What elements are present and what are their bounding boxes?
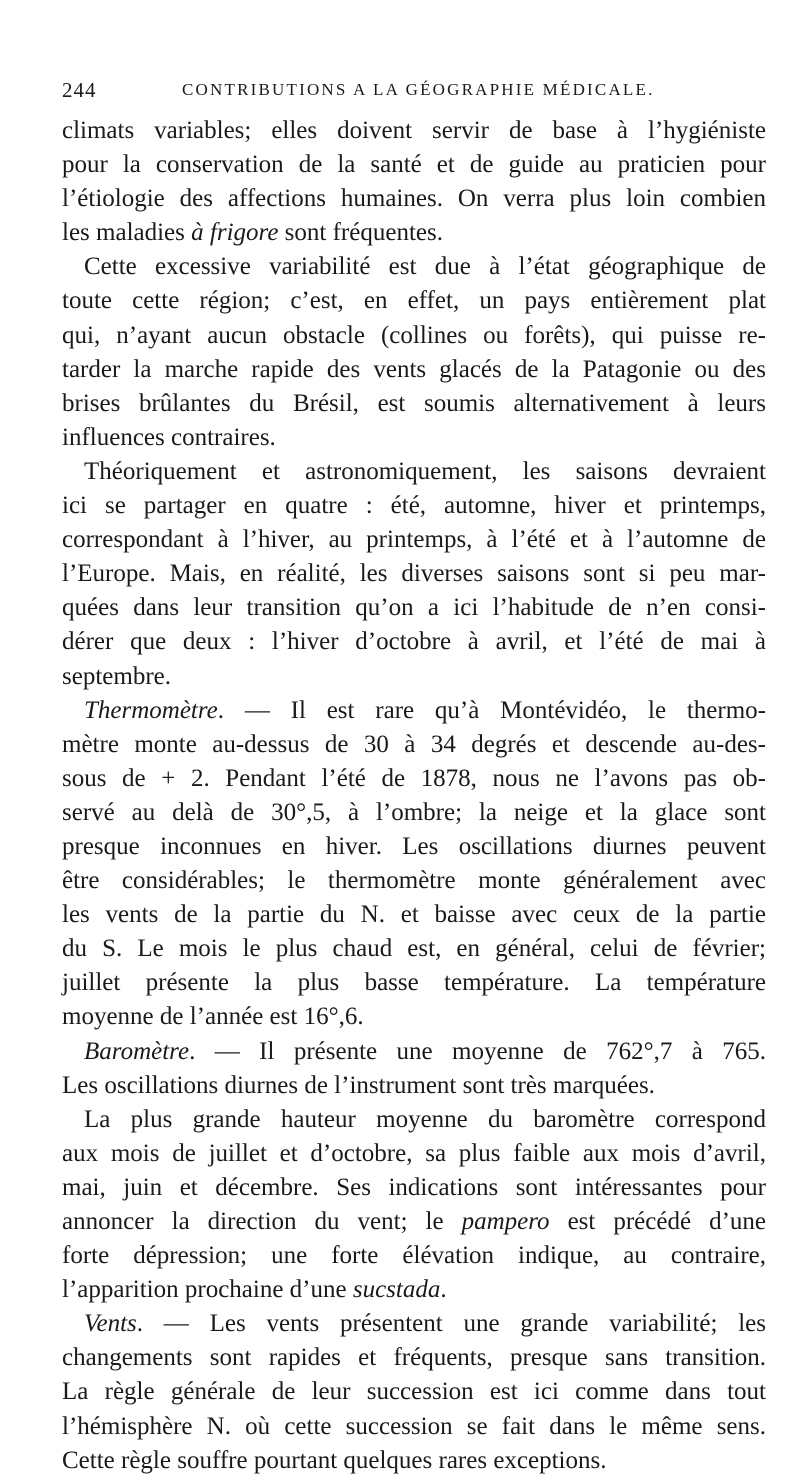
text-segment: du S. Le mois le plus chaud est, en général, celui de février; (62, 935, 766, 963)
italic-text: Baromètre (84, 1037, 190, 1065)
text-segment: servé au delà de 30°,5, à l’ombre; la neige et la glace sont (62, 798, 766, 826)
text-line (62, 966, 766, 1000)
text-line (62, 1273, 766, 1307)
text-segment: ici se partager en quatre : été, automne, hiver et printemps, (62, 492, 766, 520)
text-line (62, 250, 766, 284)
text-segment: . — Il est rare qu’à Montévidéo, le thermo- (217, 696, 766, 724)
text-segment: l’Europe. Mais, en réalité, les diverses saisons sont si peu mar- (62, 560, 766, 588)
text-segment: mètre monte au-dessus de 30 à 34 degrés et descende au-des- (62, 730, 766, 758)
text-segment: sous de + 2. Pendant l’été de 1878, nous ne l’avons pas ob- (62, 764, 766, 792)
text-segment: Théoriquement et astronomiquement, les saisons devraient (84, 457, 766, 485)
text-segment: . — Les vents présentent une grande variabilité; les (136, 1310, 766, 1338)
text-line (62, 762, 766, 796)
text-segment: influences contraires. (62, 423, 276, 451)
text-segment: l’étiologie des affections humaines. On verra plus loin combien (62, 185, 766, 213)
text-line (62, 591, 766, 625)
text-segment: septembre. (62, 662, 171, 690)
text-line (62, 1000, 766, 1034)
text-line (62, 660, 766, 694)
text-segment: est précédé d’une (549, 1208, 766, 1235)
text-line (62, 557, 766, 591)
text-line (62, 387, 766, 421)
text-line (62, 1307, 766, 1341)
text-segment: juillet présente la plus basse température. La température (62, 969, 766, 997)
italic-text: Thermomètre (84, 696, 218, 724)
text-line (62, 114, 766, 148)
text-line (62, 523, 766, 557)
text-line (62, 216, 766, 250)
text-line (62, 353, 766, 387)
text-segment: dérer que deux : l’hiver d’octobre à avril, et l’été de mai à (62, 628, 766, 656)
italic-text: Vents (84, 1310, 137, 1338)
text-segment: annoncer la direction du vent; le (62, 1208, 462, 1235)
page-number: 244 (62, 78, 97, 102)
text-line (62, 728, 766, 762)
text-segment: Cette règle souffre pourtant quelques rares exceptions. (62, 1446, 607, 1474)
body-text (62, 114, 766, 1478)
text-line (62, 864, 766, 898)
text-line (62, 1035, 766, 1069)
text-segment: . (440, 1276, 447, 1304)
text-segment: climats variables; elles doivent servir de base à l’hygiéniste (62, 117, 766, 144)
text-segment: pour la conservation de la santé et de guide au praticien pour (62, 151, 766, 179)
text-segment: forte dépression; une forte élévation indique, au contraire, (62, 1242, 766, 1270)
text-line (62, 1171, 766, 1205)
text-segment: toute cette région; c’est, en effet, un pays entièrement plat (62, 287, 766, 315)
text-line (62, 284, 766, 318)
text-line (62, 1341, 766, 1375)
text-segment: tarder la marche rapide des vents glacés de la Patagonie ou des (62, 355, 766, 383)
text-segment: presque inconnues en hiver. Les oscillations diurnes peuvent (62, 832, 766, 860)
text-segment: brises brûlantes du Brésil, est soumis alternativement à leurs (62, 389, 766, 417)
text-line (62, 1069, 766, 1103)
text-segment: l’apparition prochaine d’une (62, 1276, 353, 1304)
text-line (62, 625, 766, 659)
text-segment: les maladies (62, 219, 192, 247)
text-line (62, 182, 766, 216)
italic-text: à frigore (191, 219, 279, 247)
text-segment: qui, n’ayant aucun obstacle (collines ou forêts), qui puisse re- (62, 321, 766, 349)
text-segment: . — Il présente une moyenne de 762°,7 à 765. (189, 1037, 766, 1065)
text-segment: changements sont rapides et fréquents, presque sans transition. (62, 1344, 766, 1372)
text-line (62, 830, 766, 864)
text-segment: La règle générale de leur succession est ici comme dans tout (62, 1378, 766, 1406)
text-line (62, 932, 766, 966)
text-line (62, 1239, 766, 1273)
text-line (62, 694, 766, 728)
text-line (62, 1103, 766, 1137)
text-line (62, 1410, 766, 1444)
text-line (62, 1444, 766, 1478)
text-line (62, 898, 766, 932)
italic-text: pampero (461, 1208, 550, 1235)
text-line (62, 1205, 766, 1239)
text-segment: moyenne de l’année est 16°,6. (62, 1003, 364, 1031)
text-segment: Les oscillations diurnes de l’instrument sont très marquées. (62, 1071, 655, 1099)
text-segment: Cette excessive variabilité est due à l’état géographique de (84, 253, 766, 281)
text-line (62, 455, 766, 489)
text-segment: La plus grande hauteur moyenne du baromètre correspond (84, 1105, 766, 1133)
text-line (62, 319, 766, 353)
text-segment: quées dans leur transition qu’on a ici l’habitude de n’en consi- (62, 594, 766, 622)
text-line (62, 148, 766, 182)
page-header (62, 78, 762, 106)
text-segment: les vents de la partie du N. et baisse avec ceux de la partie (62, 901, 766, 929)
text-line (62, 489, 766, 523)
text-line (62, 1137, 766, 1171)
text-segment: sont fréquentes. (278, 219, 443, 247)
text-segment: mai, juin et décembre. Ses indications sont intéressantes pour (62, 1173, 766, 1201)
text-line (62, 1375, 766, 1409)
italic-text: sucstada (352, 1276, 441, 1304)
text-segment: correspondant à l’hiver, au printemps, à l’été et à l’automne de (62, 526, 766, 554)
text-line (62, 796, 766, 830)
text-segment: l’hémisphère N. où cette succession se fait dans le même sens. (62, 1412, 766, 1440)
text-line (62, 421, 766, 455)
text-segment: aux mois de juillet et d’octobre, sa plus faible aux mois d’avril, (62, 1139, 766, 1167)
running-title: CONTRIBUTIONS A LA GÉOGRAPHIE MÉDICALE. (182, 80, 655, 99)
text-segment: être considérables; le thermomètre monte généralement avec (62, 867, 766, 895)
